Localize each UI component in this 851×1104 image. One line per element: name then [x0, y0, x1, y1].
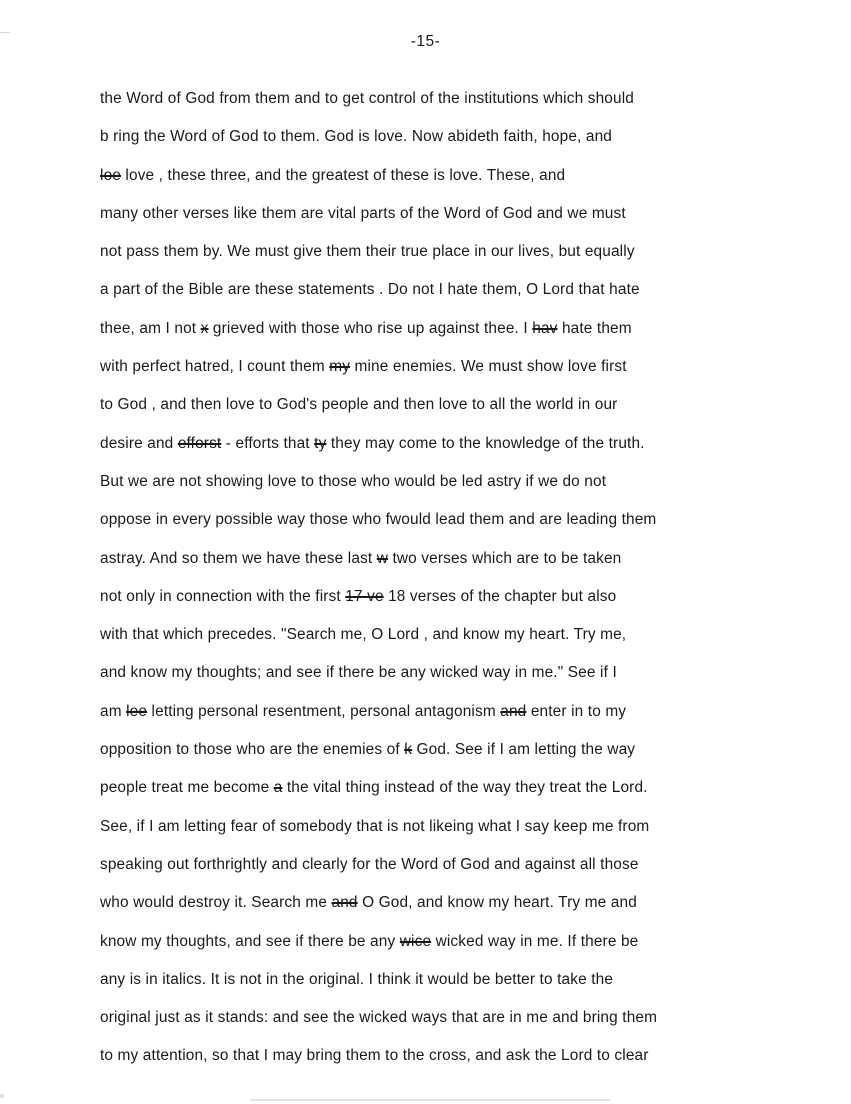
line-text: b ring the Word of God to them. God is love. Now abideth faith, hope, and — [100, 128, 613, 146]
line-text: to God , and then love to God's people and then love to all the world in our — [100, 396, 618, 414]
line-text: not pass them by. We must give them their true place in our lives, but equally — [100, 243, 635, 261]
struck-text: k — [404, 741, 413, 759]
struck-text: ty — [314, 434, 327, 452]
line-text: But we are not showing love to those who would be led astry if we do not — [100, 472, 607, 490]
struck-text: 17 ve — [345, 587, 384, 605]
text-line — [100, 509, 790, 547]
line-text: not only in connection with the first — [100, 587, 346, 605]
line-text: God. See if I am letting the way — [412, 741, 636, 759]
struck-text: hav — [532, 319, 558, 337]
line-text: people treat me become — [100, 779, 274, 797]
line-text: am — [100, 702, 127, 720]
text-line — [100, 739, 790, 777]
text-line — [100, 624, 790, 662]
left-margin-mark — [0, 32, 10, 33]
text-line — [100, 165, 790, 203]
line-text: any is in italics. It is not in the original. I think it would be better to take the — [100, 970, 614, 988]
bottom-edge-smudge — [250, 1099, 610, 1101]
line-text: speaking out forthrightly and clearly for the Word of God and against all those — [100, 855, 639, 873]
line-text: a part of the Bible are these statements . Do not I hate them, O Lord that hate — [100, 281, 640, 299]
line-text: and know my thoughts; and see if there be any wicked way in me." See if I — [100, 664, 617, 682]
page-number: -15- — [410, 33, 441, 50]
line-text: mine enemies. We must show love first — [350, 358, 627, 376]
text-line — [100, 126, 790, 164]
text-line — [100, 318, 790, 356]
line-text: 18 verses of the chapter but also — [383, 587, 617, 605]
line-text: enter in to my — [526, 702, 627, 720]
text-line — [100, 586, 790, 624]
line-text: hate them — [557, 319, 632, 337]
struck-text: and — [331, 894, 358, 912]
text-line — [100, 662, 790, 700]
struck-text: w — [376, 549, 389, 567]
line-text: to my attention, so that I may bring them to the cross, and ask the Lord to clear — [100, 1047, 649, 1065]
text-line — [100, 203, 790, 241]
line-text: love , these three, and the greatest of these is love. These, and — [121, 166, 566, 184]
line-text: See, if I am letting fear of somebody that is not likeing what I say keep me from — [100, 817, 650, 835]
line-text: many other verses like them are vital parts of the Word of God and we must — [100, 204, 626, 222]
line-text: thee, am I not — [100, 319, 201, 337]
text-line — [100, 241, 790, 279]
text-body — [100, 88, 790, 1084]
left-margin-mark — [0, 1094, 4, 1098]
struck-text: my — [329, 358, 351, 376]
line-text: with that which precedes. "Search me, O Lord , and know my heart. Try me, — [100, 626, 627, 644]
text-line — [100, 356, 790, 394]
struck-text: efforst — [177, 434, 222, 452]
line-text: - efforts that — [221, 434, 315, 452]
line-text: who would destroy it. Search me — [100, 894, 332, 912]
text-line — [100, 816, 790, 854]
line-text: desire and — [100, 434, 178, 452]
struck-text: lee — [126, 702, 148, 720]
line-text: the Word of God from them and to get control of the institutions which should — [100, 90, 634, 107]
line-text: oppose in every possible way those who fwould lead them and are leading them — [100, 511, 657, 529]
text-line — [100, 854, 790, 892]
line-text: O God, and know my heart. Try me and — [357, 894, 637, 912]
text-line — [100, 777, 790, 815]
text-line — [100, 471, 790, 509]
line-text: astray. And so them we have these last — [100, 549, 377, 567]
line-text: they may come to the knowledge of the truth. — [326, 434, 645, 452]
text-line — [100, 548, 790, 586]
text-line — [100, 701, 790, 739]
text-line — [100, 969, 790, 1007]
struck-text: x — [200, 319, 209, 337]
line-text: original just as it stands: and see the wicked ways that are in me and bring them — [100, 1009, 658, 1027]
line-text: opposition to those who are the enemies of — [100, 741, 405, 759]
line-text: letting personal resentment, personal antagonism — [147, 702, 501, 720]
struck-text: loe — [100, 166, 121, 184]
text-line — [100, 433, 790, 471]
line-text: with perfect hatred, I count them — [100, 358, 330, 376]
struck-text: and — [500, 702, 527, 720]
text-line — [100, 279, 790, 317]
text-line — [100, 1045, 790, 1083]
text-line — [100, 1007, 790, 1045]
line-text: know my thoughts, and see if there be any — [100, 932, 400, 950]
line-text: grieved with those who rise up against thee. I — [208, 319, 533, 337]
line-text: wicked way in me. If there be — [431, 932, 639, 950]
line-text: two verses which are to be taken — [388, 549, 622, 567]
text-line — [100, 931, 790, 969]
line-text: the vital thing instead of the way they treat the Lord. — [282, 779, 648, 797]
text-line — [100, 394, 790, 432]
struck-text: wice — [399, 932, 432, 950]
text-line — [100, 88, 790, 126]
text-line — [100, 892, 790, 930]
struck-text: a — [273, 779, 283, 797]
